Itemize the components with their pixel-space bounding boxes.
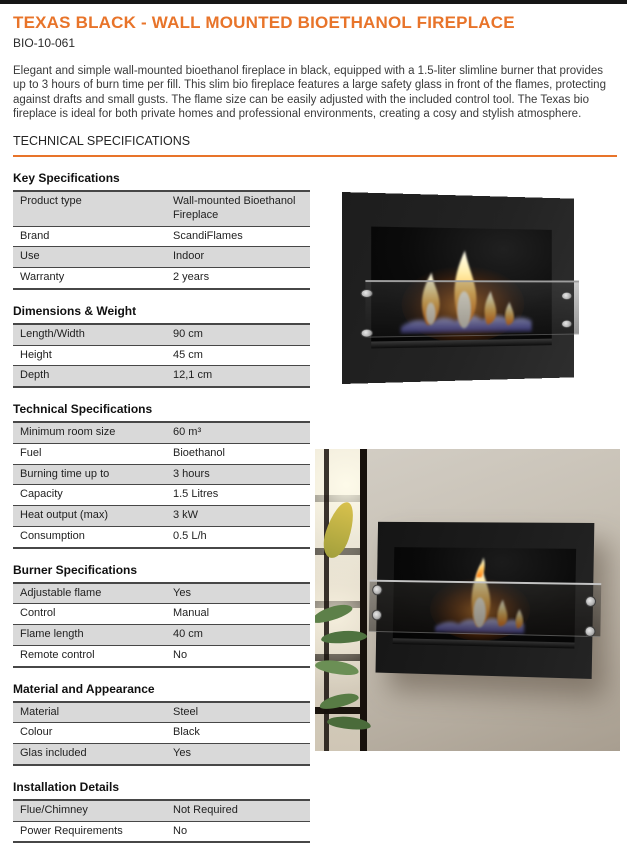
spec-label: Consumption [20,529,85,542]
spec-section-burner [13,563,310,668]
spec-row [13,324,310,345]
fireplace-glass [369,580,601,637]
spec-row [13,583,310,604]
spec-section-heading: Dimensions & Weight [13,303,137,318]
spec-section-heading: Burner Specifications [13,562,138,577]
spec-label: Power Requirements [20,824,123,837]
spec-section-dimensions [13,304,310,388]
spec-table [13,582,310,668]
technical-specifications-heading: TECHNICAL SPECIFICATIONS [13,134,617,157]
glass-bolt [562,293,571,300]
spec-value: Not Required [173,803,238,816]
spec-row [13,702,310,723]
spec-value: No [173,824,188,837]
spec-label: Colour [20,726,53,739]
glass-bolt [585,627,594,636]
spec-value: 2 years [173,271,210,283]
fireplace-glass [365,280,579,338]
spec-tables-column [13,171,310,843]
spec-label: Length/Width [20,327,85,340]
spec-row [13,744,310,765]
spec-value: Yes [173,747,191,759]
spec-value: 3 hours [173,467,210,480]
spec-value: Indoor [173,250,205,263]
spec-value: Steel [173,705,199,718]
fireplace-frame [376,522,595,679]
spec-label: Material [20,705,60,718]
spec-label: Use [20,250,40,263]
spec-value: 12,1 cm [173,369,213,382]
fireplace-frame [342,192,574,384]
product-code: BIO-10-061 [13,36,76,50]
spec-section-technical [13,402,310,549]
spec-label: Minimum room size [20,426,116,438]
spec-label: Product type [20,195,82,207]
spec-table [13,323,310,388]
spec-table [13,799,310,843]
glass-bolt [373,586,381,595]
glass-bolt [362,290,373,297]
spec-value: No [173,648,188,661]
spec-label: Height [20,348,52,361]
spec-table [13,190,310,290]
spec-row [13,821,310,842]
spec-label: Burning time up to [20,467,110,480]
spec-value: 90 cm [173,327,203,340]
spec-row [13,191,310,226]
product-description: Elegant and simple wall-mounted bioethanol fireplace in black, equipped with a 1.5-liter slimline burner that provides up to 3 hours of burn time per fill. This slim bio fireplace features a large safety glass in front of the flames, protecting against drafts and small gusts. The flame size can be easily adjusted with the included control tool. The Texas bio fireplace is ideal for both private homes and professional environments, creating a cosy and stylish atmosphere. [13,65,606,120]
spec-label: Remote control [20,648,95,661]
spec-label: Glas included [20,747,87,759]
spec-label: Fuel [20,446,42,459]
spec-row [13,422,310,443]
spec-row [13,366,310,387]
spec-label: Brand [20,229,50,242]
spec-label: Depth [20,369,50,382]
glass-bolt [373,611,381,620]
spec-row [13,723,310,744]
burner-ledge [371,339,552,349]
spec-value: 1.5 Litres [173,488,219,501]
spec-row [13,485,310,506]
spec-row [13,345,310,366]
spec-value: Black [173,726,200,739]
spec-label: Flame length [20,628,84,640]
spec-section-heading: Technical Specifications [13,402,153,416]
spec-row [13,247,310,268]
spec-value: 60 m³ [173,426,202,438]
spec-table [13,701,310,766]
spec-label: Heat output (max) [20,509,109,521]
spec-table [13,421,310,549]
spec-value: ScandiFlames [173,229,243,242]
spec-value: Manual [173,607,210,620]
spec-row [13,506,310,527]
page-title: TEXAS BLACK - WALL MOUNTED BIOETHANOL FIREPLACE [13,13,515,32]
spec-row [13,226,310,247]
spec-section-heading: Key Specifications [13,171,120,185]
spec-row [13,443,310,464]
spec-label: Capacity [20,488,63,501]
spec-section-heading: Installation Details [13,779,120,794]
spec-value: Yes [173,586,191,599]
spec-value: Bioethanol [173,446,225,459]
spec-row [13,800,310,821]
spec-section-material [13,682,310,766]
spec-section-key [13,171,310,290]
product-image-studio [330,186,602,398]
spec-label: Control [20,607,56,620]
spec-label: Flue/Chimney [20,803,88,816]
spec-label: Adjustable flame [20,586,102,599]
spec-row [13,604,310,625]
spec-value: 3 kW [173,509,199,521]
spec-section-installation [13,780,310,843]
spec-label: Warranty [20,271,65,283]
spec-value: 40 cm [173,628,203,640]
spec-row [13,625,310,646]
spec-row [13,464,310,485]
page-top-border [0,0,627,4]
product-image-lifestyle [315,449,620,751]
spec-row [13,645,310,666]
spec-section-heading: Material and Appearance [13,681,155,696]
window-mullion [360,449,367,751]
spec-value: Wall-mounted Bioethanol Fireplace [173,195,296,221]
spec-row [13,526,310,547]
spec-value: 45 cm [173,348,203,361]
spec-value: 0.5 L/h [173,529,207,542]
spec-row [13,268,310,289]
